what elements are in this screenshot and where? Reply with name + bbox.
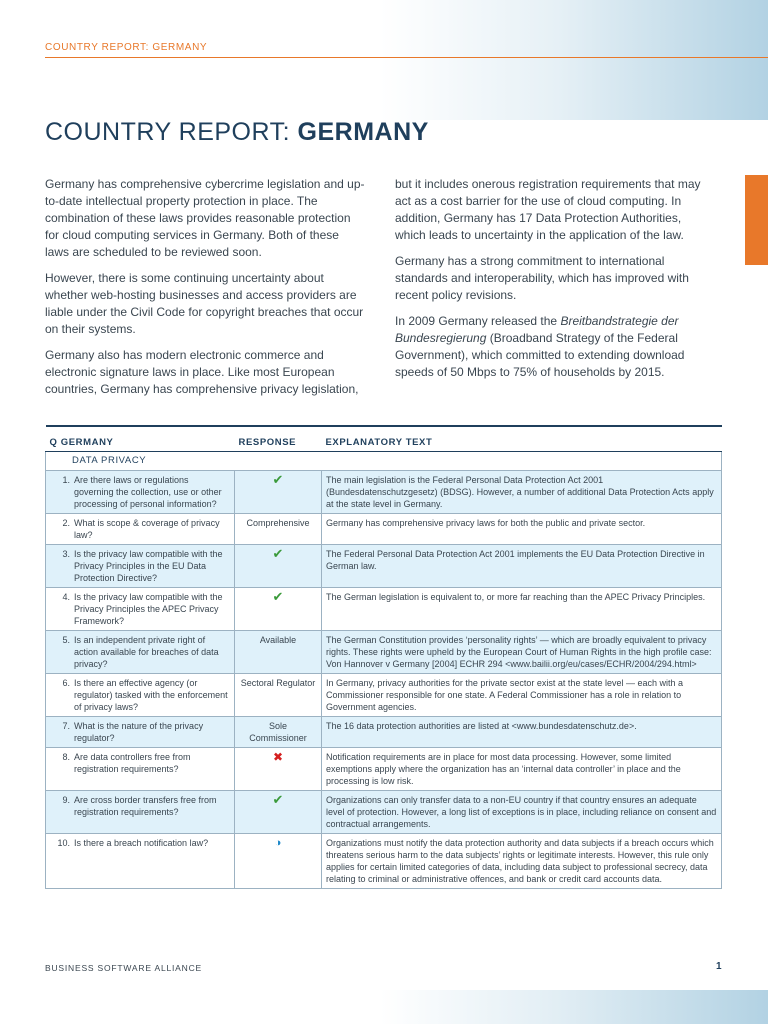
question-number: 4. — [62, 592, 70, 602]
table-row — [46, 514, 722, 545]
question-text: Is the privacy law compatible with the Privacy Principles in the EU Data Protection Directive? — [74, 549, 223, 583]
side-tab-marker — [745, 175, 768, 265]
table-row — [46, 834, 722, 889]
section-label-data-privacy: DATA PRIVACY — [46, 452, 722, 471]
question-number: 10. — [57, 838, 70, 848]
question-number: 1. — [62, 475, 70, 485]
half-circle-icon: ◑ — [274, 837, 282, 849]
question-cell — [46, 717, 235, 748]
question-text: Is there a breach notification law? — [74, 838, 209, 848]
explanation-cell: Organizations can only transfer data to a non-EU country if that country ensures an adequate level of protection. However, a long list of exceptions is in place, including reliance on consent and contractual arrangements. — [322, 791, 722, 834]
check-icon: ✔ — [272, 589, 284, 604]
question-text: Are there laws or regulations governing the collection, use or other processing of personal information? — [74, 475, 222, 509]
question-cell — [46, 588, 235, 631]
column-header-explanation: EXPLANATORY TEXT — [322, 426, 722, 452]
cross-icon: ✖ — [272, 750, 284, 764]
question-text: Are cross border transfers free from registration requirements? — [74, 795, 217, 817]
explanation-cell: The Federal Personal Data Protection Act 2001 implements the EU Data Protection Directive in German law. — [322, 545, 722, 588]
explanation-cell: Germany has comprehensive privacy laws for both the public and private sector. — [322, 514, 722, 545]
body-column-2 — [395, 176, 715, 390]
column-header-response: RESPONSE — [235, 426, 322, 452]
footer-decoration — [380, 990, 768, 1024]
table-row — [46, 674, 722, 717]
table-row — [46, 748, 722, 791]
question-text: What is the nature of the privacy regulator? — [74, 721, 204, 743]
explanation-cell: Organizations must notify the data protection authority and data subjects if a breach occurs which threatens serious harm to the data subjects’ rights or legitimate interests. However, this rule only applies for certain limited categories of data, including data subject to professional secrecy, data relating to criminal or administrative offences, and bank or credit card accounts data. — [322, 834, 722, 889]
table-row — [46, 588, 722, 631]
explanation-cell: The 16 data protection authorities are listed at <www.bundesdatenschutz.de>. — [322, 717, 722, 748]
footer-org: BUSINESS SOFTWARE ALLIANCE — [45, 963, 202, 973]
question-number: 5. — [62, 635, 70, 645]
question-number: 7. — [62, 721, 70, 731]
question-cell — [46, 631, 235, 674]
response-cell — [235, 588, 322, 631]
table-header-row — [46, 426, 722, 452]
question-number: 3. — [62, 549, 70, 559]
body-paragraph: Germany has comprehensive cybercrime legislation and up-to-date intellectual property protection in place. The combination of these laws provides reasonable protection for cloud computing services in Germany. Both of these laws are scheduled to be reviewed soon. — [45, 177, 365, 259]
explanation-cell: Notification requirements are in place for most data processing. However, some limited exemptions apply where the organization has an ‘internal data controller’ in place and the processing is low risk. — [322, 748, 722, 791]
body-paragraph — [395, 313, 715, 381]
question-cell — [46, 514, 235, 545]
question-cell — [46, 834, 235, 889]
question-cell — [46, 545, 235, 588]
check-icon: ✔ — [272, 546, 284, 561]
question-text: Is there an effective agency (or regulator) tasked with the enforcement of privacy laws? — [74, 678, 228, 712]
explanation-cell: The main legislation is the Federal Personal Data Protection Act 2001 (Bundesdatenschutzgesetz) (BDSG). However, a number of additional Data Protection Acts apply at the state level in Germany. — [322, 471, 722, 514]
question-cell — [46, 471, 235, 514]
explanation-cell: In Germany, privacy authorities for the private sector exist at the state level — each with a Commissioner responsible for one state. A Federal Commissioner has a role in relation to Government agencies. — [322, 674, 722, 717]
header-rule — [45, 57, 768, 58]
body-paragraph: However, there is some continuing uncertainty about whether web-hosting businesses and access providers are liable under the Civil Code for copyright breaches that occur on their systems. — [45, 271, 364, 336]
response-text: Sectoral Regulator — [240, 678, 316, 688]
check-icon: ✔ — [272, 472, 284, 487]
response-cell — [235, 834, 322, 889]
body-paragraph: but it includes onerous registration requirements that may act as a cost barrier for the use of cloud computing. In addition, Germany has 17 Data Protection Authorities, which leads to uncertainty in the application of the law. — [395, 177, 701, 242]
question-number: 2. — [62, 518, 70, 528]
page-number: 1 — [716, 961, 722, 972]
body-column-1 — [45, 176, 365, 407]
paragraph-text: (Broadband Strategy of the Federal Government), which committed to extending download speeds of 50 Mbps to 75% of households by 2015. — [395, 331, 685, 379]
question-text: Is the privacy law compatible with the Privacy Principles the APEC Privacy Framework? — [74, 592, 223, 626]
response-cell — [235, 631, 322, 674]
table-row — [46, 791, 722, 834]
table-row — [46, 631, 722, 674]
explanation-cell: The German legislation is equivalent to, or more far reaching than the APEC Privacy Principles. — [322, 588, 722, 631]
privacy-table — [45, 425, 722, 889]
explanation-cell: The German Constitution provides ‘personality rights’ — which are broadly equivalent to privacy rights. These rights were upheld by the European Court of Human Rights in the high profile case: Von Hannover v Germany [2004] ECHR 294 <www.bailii.org/eu/cases/ECHR/2004/294.html> — [322, 631, 722, 674]
response-cell — [235, 791, 322, 834]
header-decoration — [380, 0, 768, 120]
title-prefix: COUNTRY REPORT: — [45, 118, 291, 146]
question-cell — [46, 674, 235, 717]
response-text: Sole Commissioner — [249, 721, 307, 743]
response-cell — [235, 471, 322, 514]
body-paragraph: Germany has a strong commitment to international standards and interoperability, which has improved with recent policy revisions. — [395, 254, 689, 302]
question-text: Are data controllers free from registration requirements? — [74, 752, 191, 774]
paragraph-text: In 2009 Germany released the — [395, 314, 561, 328]
question-number: 8. — [62, 752, 70, 762]
response-cell — [235, 545, 322, 588]
response-cell — [235, 514, 322, 545]
question-number: 9. — [62, 795, 70, 805]
question-text: What is scope & coverage of privacy law? — [74, 518, 220, 540]
check-icon: ✔ — [272, 792, 284, 807]
section-row — [46, 452, 722, 471]
section-label: COUNTRY REPORT: GERMANY — [45, 42, 208, 53]
response-cell — [235, 717, 322, 748]
response-text: Available — [259, 635, 297, 645]
question-cell — [46, 748, 235, 791]
strategy-title: Breitbandstrategie der Bundesregierung — [395, 314, 679, 345]
body-paragraph: Germany also has modern electronic commerce and electronic signature laws in place. Like most European countries, Germany has comprehensive privacy legislation, — [45, 348, 359, 396]
table-row — [46, 717, 722, 748]
question-text: Is an independent private right of action available for breaches of data privacy? — [74, 635, 219, 669]
column-header-question: Q GERMANY — [46, 426, 235, 452]
response-text: Comprehensive — [246, 518, 310, 528]
response-cell — [235, 748, 322, 791]
table-row — [46, 471, 722, 514]
response-cell — [235, 674, 322, 717]
question-number: 6. — [62, 678, 70, 688]
title-country: GERMANY — [297, 118, 429, 146]
question-cell — [46, 791, 235, 834]
table-row — [46, 545, 722, 588]
page-title — [45, 118, 429, 147]
